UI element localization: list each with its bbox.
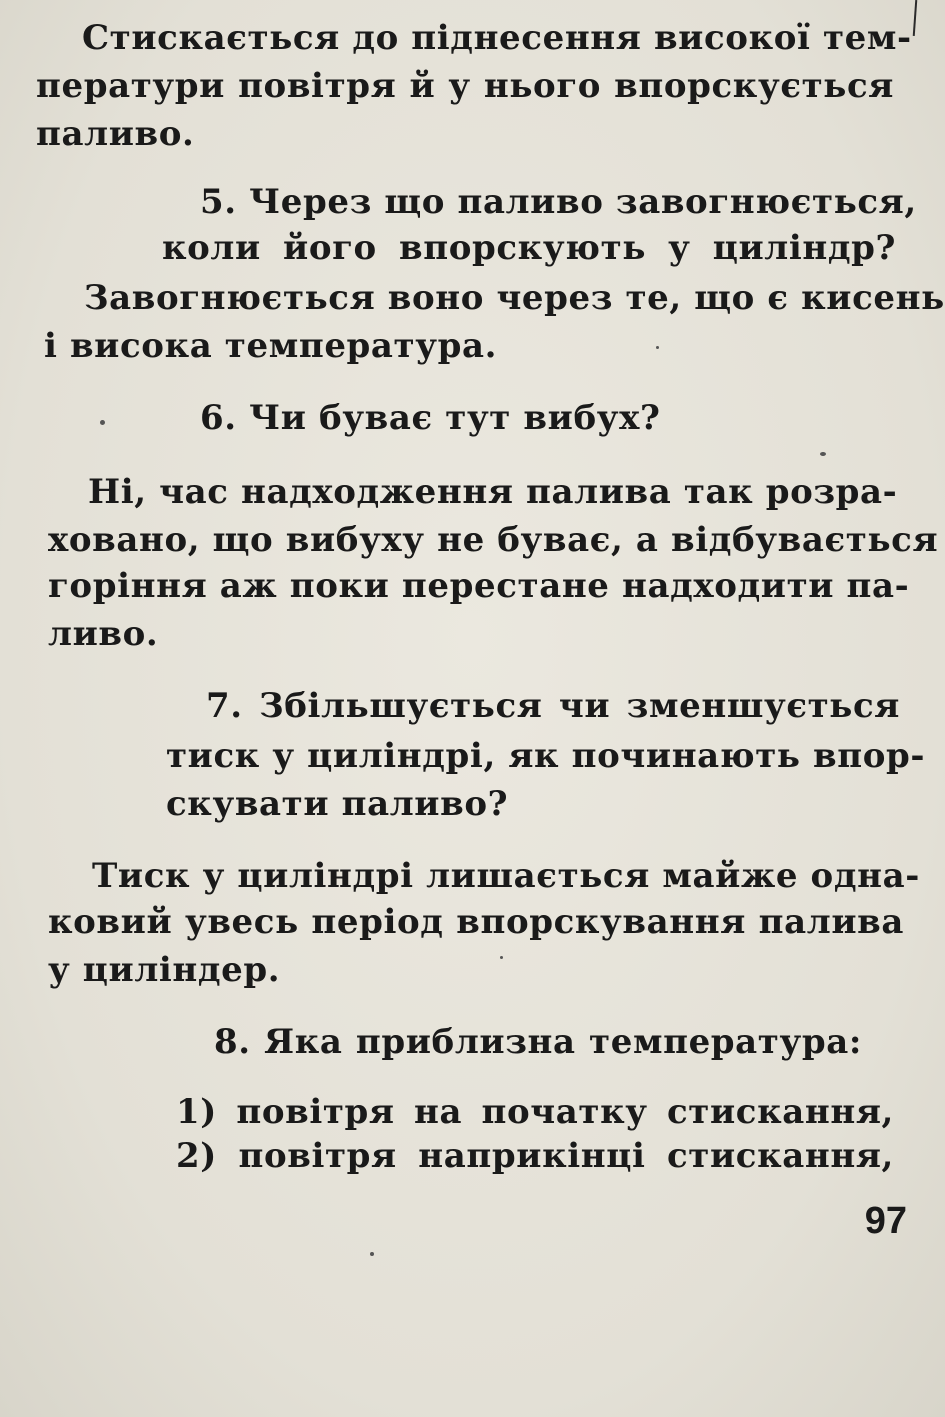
question-text: тиск у циліндрі, як починають впор-: [166, 736, 926, 776]
page-edge-mark: [913, 0, 918, 36]
scan-speck: [820, 452, 826, 456]
question-text: скувати паливо?: [166, 784, 509, 824]
text-line: ковий увесь період впорскування палива: [48, 902, 904, 942]
question-text: Яка приблизна температура:: [264, 1022, 862, 1062]
list-marker: 2): [176, 1136, 217, 1176]
text-line: Завогнюється воно через те, що є кисень: [84, 278, 945, 318]
text-line: Тиск у циліндрі лишається майже одна-: [92, 856, 920, 896]
list-item: [176, 1088, 894, 1136]
question-text: Чи буває тут вибух?: [249, 398, 661, 438]
page-number: 97: [864, 1200, 907, 1242]
scan-speck: [500, 956, 503, 959]
question-text: Через що паливо завогнюється,: [249, 182, 917, 222]
question-number: 6.: [200, 398, 237, 438]
scan-speck: [100, 420, 105, 425]
question-number: 8.: [214, 1022, 251, 1062]
question-heading: [200, 394, 800, 442]
text-line: Ні, час надходження палива так розра-: [88, 472, 898, 512]
question-text: коли його впорскують у циліндр?: [162, 228, 896, 268]
list-marker: 1): [176, 1092, 217, 1132]
scan-speck: [656, 346, 659, 349]
text-line: у циліндер.: [48, 950, 281, 990]
text-line: ховано, що вибуху не буває, а відбувається: [48, 520, 939, 560]
question-number: 5.: [200, 182, 237, 222]
scan-speck: [370, 1252, 374, 1256]
list-item-text: повітря наприкінці стискання,: [238, 1136, 894, 1176]
text-line: і висока температура.: [44, 326, 498, 366]
list-item-text: повітря на початку стискання,: [236, 1092, 894, 1132]
question-heading: [200, 178, 917, 226]
text-line: Стискається до піднесення високої тем-: [82, 18, 912, 58]
question-text: Збільшується чи зменшується: [259, 686, 900, 726]
text-line: ператури повітря й у нього впорскується: [36, 66, 894, 106]
text-line: горіння аж поки перестане надходити па-: [48, 566, 910, 606]
question-number: 7.: [206, 686, 243, 726]
text-line: ливо.: [48, 614, 159, 654]
question-heading: [214, 1018, 862, 1066]
text-line: паливо.: [36, 114, 195, 154]
list-item: [176, 1132, 894, 1180]
question-heading: [206, 682, 900, 730]
